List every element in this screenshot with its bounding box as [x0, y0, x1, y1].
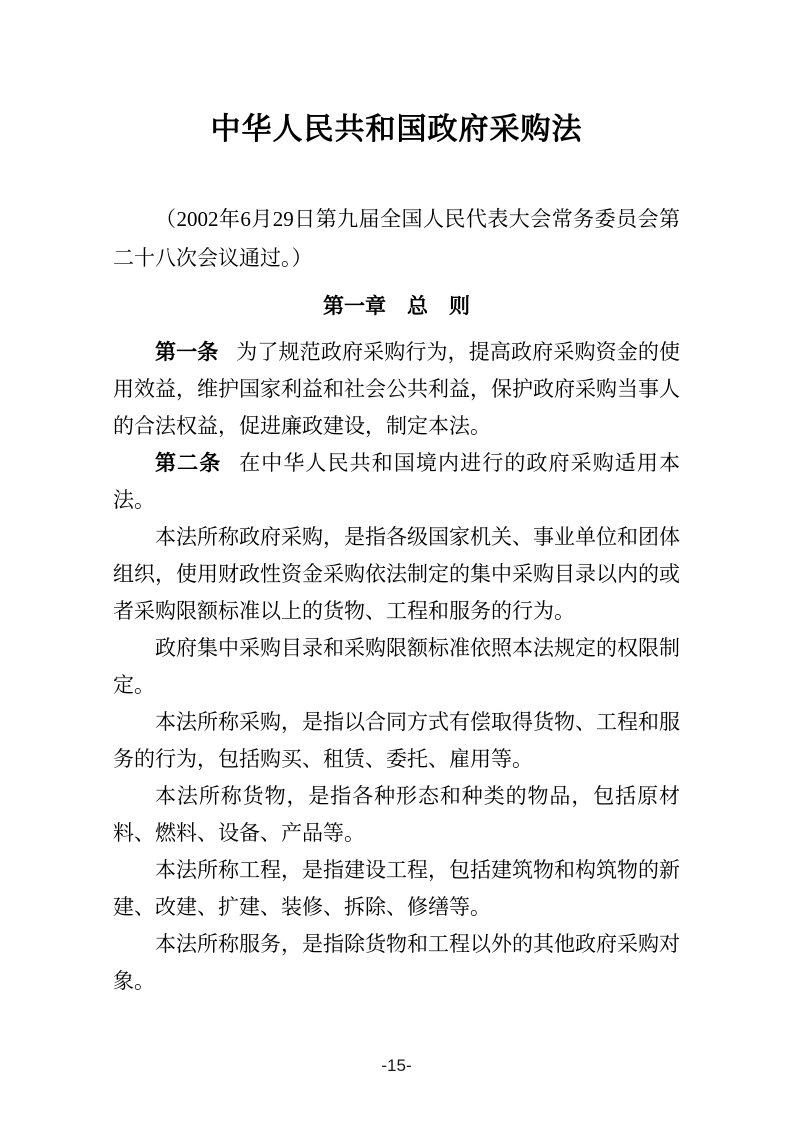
- article-number-label: 第二条: [155, 451, 222, 475]
- paragraph-text: 为了规范政府采购行为，提高政府采购资金的使用效益，维护国家利益和社会公共利益，保护政府采购当事人的合法权益，促进廉政建设，制定本法。: [113, 340, 681, 438]
- paragraph-text: 本法所称货物，是指各种形态和种类的物品，包括原材料、燃料、设备、产品等。: [113, 784, 680, 845]
- article-paragraph: [113, 704, 680, 778]
- preamble-text: （2002年6月29日第九届全国人民代表大会常务委员会第二十八次会议通过。）: [113, 207, 680, 270]
- paragraph-text: 政府集中采购目录和采购限额标准依照本法规定的权限制定。: [113, 636, 680, 697]
- paragraph-text: 本法所称采购，是指以合同方式有偿取得货物、工程和服务的行为，包括购买、租赁、委托、雇用等。: [113, 710, 680, 771]
- chapter-heading: 第一章 总 则: [323, 295, 470, 318]
- article-paragraph: [113, 519, 680, 630]
- page-number: -15-: [381, 1056, 412, 1075]
- article-paragraph: [113, 630, 680, 704]
- article-paragraph: [113, 926, 680, 1000]
- article-paragraph: [113, 778, 680, 852]
- article-body: [113, 334, 680, 1000]
- article-paragraph: [113, 852, 680, 926]
- paragraph-text: 本法所称服务，是指除货物和工程以外的其他政府采购对象。: [113, 932, 680, 993]
- paragraph-text: 本法所称政府采购，是指各级国家机关、事业单位和团体组织，使用财政性资金采购依法制定的集中采购目录以内的或者采购限额标准以上的货物、工程和服务的行为。: [113, 525, 680, 623]
- paragraph-text: 在中华人民共和国境内进行的政府采购适用本法。: [113, 451, 681, 512]
- article-number-label: 第一条: [155, 340, 219, 364]
- article-paragraph: [113, 334, 680, 445]
- article-paragraph: [113, 445, 680, 519]
- document-title: 中华人民共和国政府采购法: [210, 113, 583, 146]
- paragraph-text: 本法所称工程，是指建设工程，包括建筑物和构筑物的新建、改建、扩建、装修、拆除、修缮等。: [113, 858, 680, 919]
